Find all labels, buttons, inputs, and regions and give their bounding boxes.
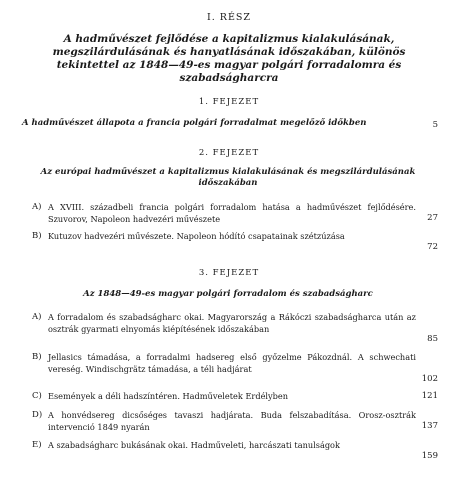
entry-letter: E)	[32, 440, 42, 450]
chapter-1-heading: 1. FEJEZET	[198, 97, 260, 107]
entry-letter: B)	[32, 231, 42, 241]
chapter-2-heading: 2. FEJEZET	[198, 148, 260, 158]
chapter-2-title: Az európai hadművészet a kapitalizmus kialakulásának és megszilárdulásának időszakában	[40, 167, 416, 188]
entry-text: A XVIII. századbeli francia polgári forradalom hatása a hadművészet fejlődésére. Szuvorov, Napoleon hadvezéri művészete	[48, 202, 416, 224]
entry-page: 27	[427, 213, 438, 223]
part-subtitle: A hadművészet fejlődése a kapitalizmus kialakulásának, megszilárdulásának és hanyatlásának időszakában, különös tekintettel az 1848—49-es magyar polgári forradalomra és szabadságharcra	[52, 33, 406, 84]
entry-page: 159	[421, 451, 438, 461]
chapter-2-entry-a	[32, 202, 438, 226]
entry-page: 121	[421, 391, 438, 401]
entry-text: Események a déli hadszíntéren. Hadműveletek Erdélyben	[48, 391, 289, 401]
chapter-1-title: A hadművészet állapota a francia polgári forradalmat megelőző időkben	[22, 118, 367, 128]
part-title: I. RÉSZ	[207, 12, 251, 23]
chapter-1-row	[22, 118, 438, 130]
entry-letter: A)	[32, 202, 42, 212]
entry-text: Kutuzov hadvezéri művészete. Napoleon hódító csapatainak szétzúzása	[48, 231, 345, 241]
entry-page: 102	[421, 374, 438, 384]
chapter-3-entry-a	[32, 312, 438, 347]
chapter-3-heading: 3. FEJEZET	[198, 268, 260, 278]
entry-page: 137	[421, 421, 438, 431]
entry-page: 85	[427, 334, 438, 344]
chapter-3-entry-b	[32, 352, 438, 387]
chapter-3-entry-c	[32, 391, 438, 404]
entry-letter: D)	[32, 410, 43, 420]
entry-text: Jellasics támadása, a forradalmi hadsereg első győzelme Pákozdnál. A schwechati vereség. Windischgrätz támadása, a téli hadjárat	[48, 352, 416, 374]
entry-page: 72	[427, 242, 438, 252]
chapter-2-entry-b	[32, 231, 438, 255]
chapter-1-page: 5	[432, 120, 438, 130]
chapter-3-title: Az 1848—49-es magyar polgári forradalom és szabadságharc	[83, 289, 373, 299]
entry-text: A szabadságharc bukásának okai. Hadműveleti, harcászati tanulságok	[48, 440, 340, 450]
entry-letter: B)	[32, 352, 42, 362]
entry-letter: C)	[32, 391, 42, 401]
chapter-3-entry-e	[32, 440, 438, 464]
entry-text: A forradalom és szabadságharc okai. Magyarország a Rákóczi szabadságharca után az osztrák gyarmati elnyomás kiépítésének időszakában	[48, 312, 416, 334]
entry-letter: A)	[32, 312, 42, 322]
entry-text: A honvédsereg dicsőséges tavaszi hadjárata. Buda felszabadítása. Orosz-osztrák intervenció 1849 nyarán	[48, 410, 416, 432]
